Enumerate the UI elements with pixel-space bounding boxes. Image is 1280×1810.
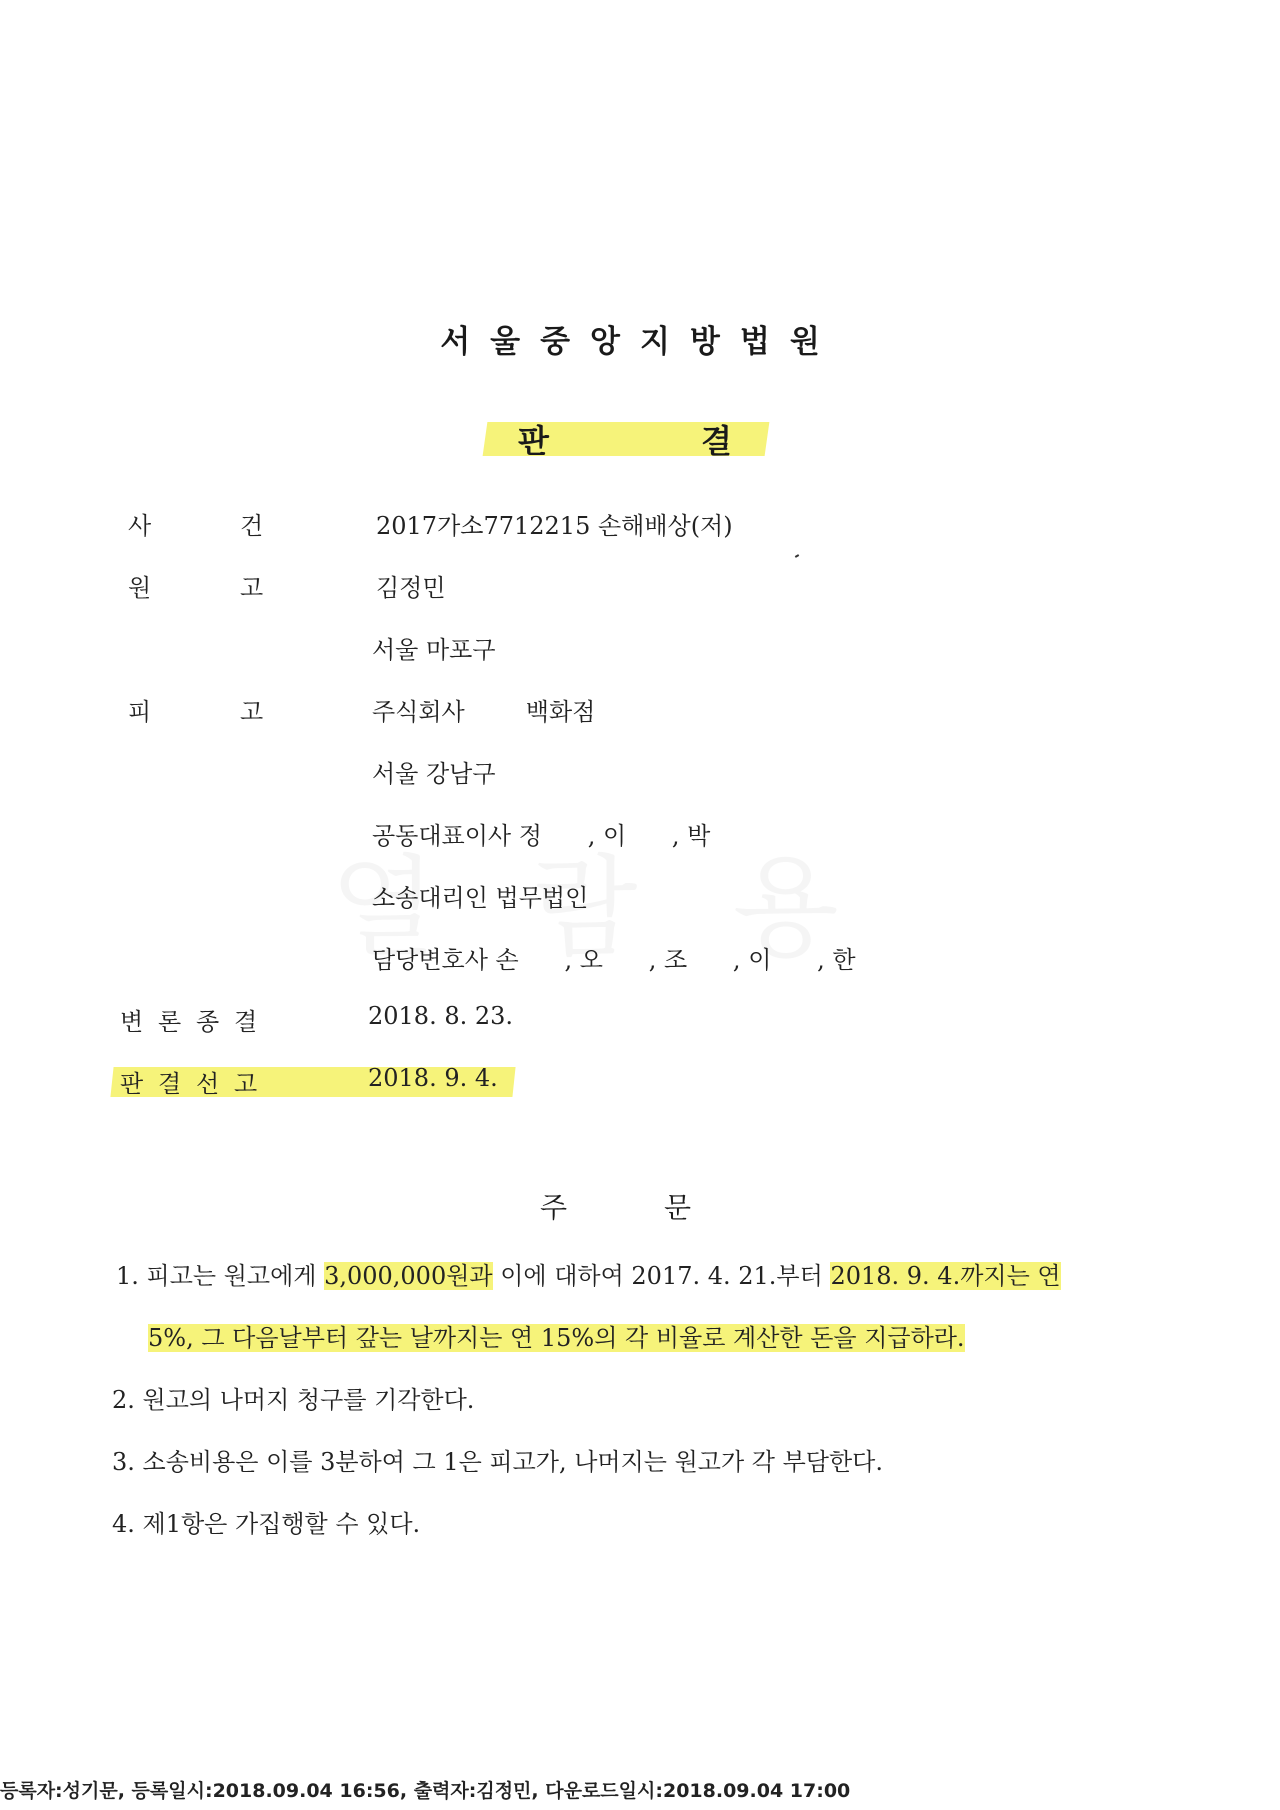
defendant-attorneys: 담당변호사 손 , 오 , 조 , 이 , 한 <box>372 946 856 974</box>
order-4: 4. 제1항은 가집행할 수 있다. <box>112 1510 421 1538</box>
judgment-document: 서울중앙지방법원 판 결 사 건 2017가소7712215 손해배상(저) 원 고 김정민 서울 마포구 피 고 주식회사 백화점 서울 강남구 공동대표이사 정 , 이 , 박 소송대리인 법무법인 담당변호사 손 , 오 , 조 , 이 , 한 변 론 종 결 2018. 8. 23. 판 결 선 고 2018. 9. 4. 주 문 1. 피고는 원고에게 3,000,000원과 이에 대하여 2017. 4. 21.부터 2018. 9. 4.까지는 연 5%, 그 다음날부터 갚는 날까지는 연 15%의 각 비율로 계산한 돈을 지급하라. 2. 원고의 나머지 청구를 기각한다. 3. 소송비용은 이를 3분하여 그 1은 피고가, 나머지는 원고가 각 부담한다. 4. 제1항은 가집행할 수 있다. 등록자:성기문, 등록일시:2018.09.04 16:56, 출력자:김정민, 다운로드일시:2018.09.04 17:00 <box>0 0 1280 1810</box>
order-1-until: 2018. 9. 4.까지는 연 <box>830 1262 1061 1290</box>
order-1-amount: 3,000,000원과 <box>324 1262 493 1290</box>
order-section-title <box>540 1186 700 1226</box>
document-title <box>485 410 767 464</box>
title-char-left: 판 <box>518 422 549 460</box>
defendant-name: 주식회사 백화점 <box>372 698 596 726</box>
defendant-address: 서울 강남구 <box>372 760 496 788</box>
court-name: 서울중앙지방법원 <box>440 324 840 360</box>
defendant-representatives: 공동대표이사 정 , 이 , 박 <box>372 822 711 850</box>
title-char-right: 결 <box>701 422 732 460</box>
order-1-line-2-text: 5%, 그 다음날부터 갚는 날까지는 연 15%의 각 비율로 계산한 돈을 지급하라. <box>148 1324 965 1352</box>
order-1-line-2 <box>148 1318 965 1353</box>
order-char-left: 주 <box>540 1191 568 1224</box>
document-footer: 등록자:성기문, 등록일시:2018.09.04 16:56, 출력자:김정민, 다운로드일시:2018.09.04 17:00 <box>0 1780 851 1802</box>
case-value: 2017가소7712215 손해배상(저) <box>376 512 733 540</box>
argument-closed-value: 2018. 8. 23. <box>368 1002 514 1030</box>
stray-pen-mark <box>795 554 799 558</box>
plaintiff-address: 서울 마포구 <box>372 636 496 664</box>
order-char-right: 문 <box>664 1191 692 1224</box>
order-1-middle: 이에 대하여 2017. 4. 21.부터 <box>492 1262 831 1290</box>
plaintiff-name: 김정민 <box>376 574 446 602</box>
defendant-counsel: 소송대리인 법무법인 <box>372 884 589 912</box>
order-1-prefix: 1. 피고는 원고에게 <box>116 1262 325 1290</box>
order-3: 3. 소송비용은 이를 3분하여 그 1은 피고가, 나머지는 원고가 각 부담한다. <box>112 1448 883 1476</box>
faint-watermark <box>330 820 869 978</box>
order-2: 2. 원고의 나머지 청구를 기각한다. <box>112 1386 475 1414</box>
judgment-date-value: 2018. 9. 4. <box>368 1064 498 1092</box>
order-1-line-1 <box>116 1256 1061 1291</box>
